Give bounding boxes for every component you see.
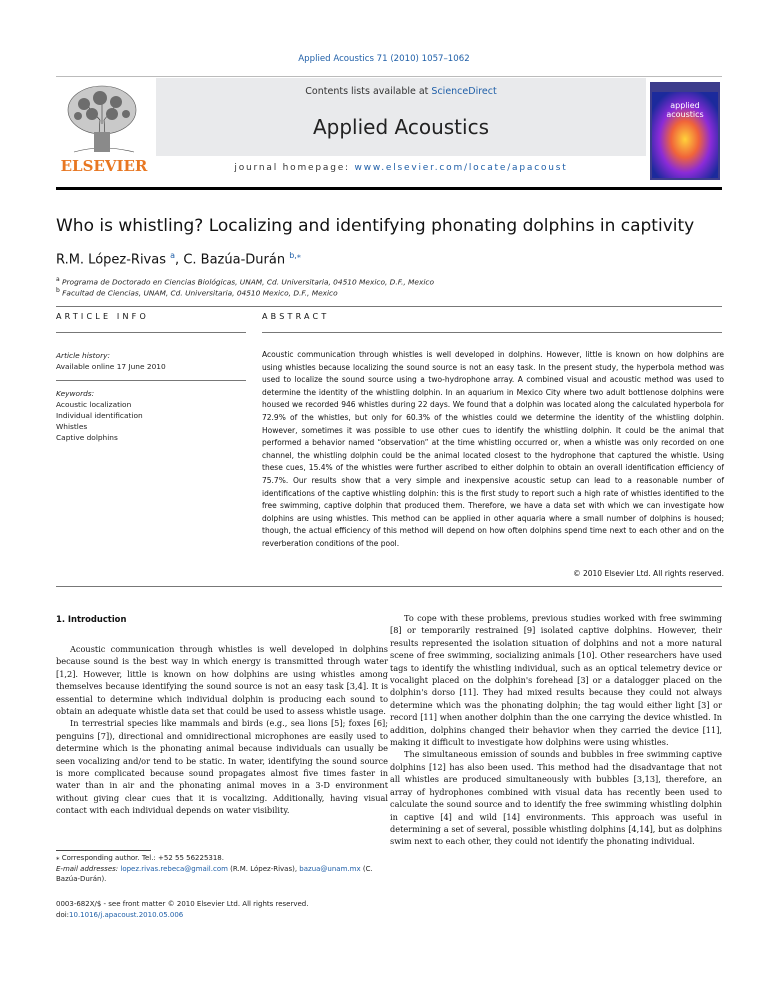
body-column-left: [56, 643, 388, 817]
contents-prefix: Contents lists available at: [305, 86, 432, 97]
journal-homepage-line: [156, 163, 646, 173]
abstract-heading: ABSTRACT: [262, 312, 330, 321]
keyword-item: Acoustic localization: [56, 400, 132, 409]
author-list: [56, 251, 301, 267]
affiliation-text: Programa de Doctorado en Ciencias Biológicas, UNAM, Cd. Universitaria, 04510 Mexico, D.F., Mexico: [62, 277, 434, 287]
footnote-corresponding: Corresponding author. Tel.: +52 55 56225318.: [59, 854, 224, 862]
history-label: Article history:: [56, 351, 110, 360]
corresponding-author-footnote: [56, 853, 386, 885]
journal-title: Applied Acoustics: [312, 115, 489, 139]
email-link[interactable]: lopez.rivas.rebeca@gmail.com: [120, 864, 228, 873]
keyword-item: Captive dolphins: [56, 433, 118, 442]
journal-reference[interactable]: Applied Acoustics 71 (2010) 1057–1062: [298, 54, 470, 64]
keywords-label: Keywords:: [56, 389, 95, 398]
footnote-rule: [56, 850, 151, 851]
cover-word-applied: applied: [670, 101, 700, 110]
abstract-rule: [262, 332, 722, 333]
author-name: C. Bazúa-Durán: [183, 252, 286, 268]
body-paragraph: The simultaneous emission of sounds and bubbles in free swimming captive dolphins [12] has also been used. This method had the disadvantage that not all whistles are produced simultaneously with bubbles [3,13], therefore, an array of hydrophones combined with visual data has recently been used to calculate the sound source and to identify the free swimming whistling dolphin in captive [4] and wild [14] environments. This approach was useful in determining a set of several, possible whistling dolphins [4,14], but as dolphins swim next to each other, they could not identify the phonating individual.: [390, 749, 722, 847]
homepage-link[interactable]: www.elsevier.com/locate/apacoust: [354, 163, 568, 173]
contents-available-line: [156, 86, 646, 97]
keyword-item: Individual identification: [56, 411, 143, 420]
email-label: E-mail addresses:: [56, 864, 121, 873]
header-top-rule: [56, 76, 722, 77]
keyword-item: Whistles: [56, 422, 88, 431]
affiliations-rule: [56, 306, 722, 307]
issn-doi-block: [56, 899, 308, 920]
copyright-notice: © 2010 Elsevier Ltd. All rights reserved.: [573, 569, 724, 578]
footnote-mark: ⁎: [56, 854, 60, 862]
article-info-heading: ARTICLE INFO: [56, 312, 149, 321]
elsevier-tree-logo: [54, 80, 154, 176]
homepage-prefix: journal homepage:: [234, 163, 355, 173]
body-paragraph: In terrestrial species like mammals and birds (e.g., sea lions [5]; foxes [6]; penguins [7]), directional and omnidirectional microphones are easily used to determine which is the phonating animal because individuals can usually be seen vocalizing and/or tend to be static. In water, identifying the sound source is more complicated because sound propagates almost five times faster in water than in air and the phonating animal moves in a 3-D environment without giving clear cues that it is vocalizing. Additionally, having visual contact with each individual depends on water visibility.: [56, 718, 388, 816]
article-info-rule: [56, 332, 246, 333]
author-affiliation-mark[interactable]: b,⁎: [289, 251, 301, 260]
journal-cover-image: [650, 82, 720, 180]
email-link[interactable]: bazua@unam.mx: [299, 864, 361, 873]
body-paragraph: To cope with these problems, previous studies worked with free swimming [8] or temporarily restrained [9] isolated captive dolphins. However, their results represented the isolation situation of dolphins and not a more natural scene of free swimming, socializing animals [10]. Other researchers have used tags to identify the whistling individual, such as an optical telemetry device or vocalight placed on the dolphin's forehead [3] or a datalogger placed on the dolphin's dorso [11]. They had mixed results because they could not always determine which was the phonating dolphin; the tag would either light [3] or record [11] when another dolphin than the one carrying the device whistled. In addition, dolphins changed their behavior when they carried the device [11], making it difficult to investigate how dolphins were using whistles.: [390, 613, 722, 748]
body-column-right: [390, 612, 722, 848]
doi-prefix: doi:: [56, 910, 70, 919]
issn-line: 0003-682X/$ - see front matter © 2010 Elsevier Ltd. All rights reserved.: [56, 900, 309, 908]
abstract-bottom-rule: [56, 586, 722, 587]
history-value: Available online 17 June 2010: [56, 362, 166, 371]
section-heading-introduction: 1. Introduction: [56, 614, 127, 624]
affiliation-text: Facultad de Ciencias, UNAM, Cd. Universitaria, 04510 Mexico, D.F., Mexico: [62, 288, 338, 298]
elsevier-wordmark: ELSEVIER: [60, 157, 148, 175]
author-name: R.M. López-Rivas: [56, 252, 166, 268]
body-paragraph: Acoustic communication through whistles is well developed in dolphins because sound is the best way in which energy is transmitted through water [1,2]. However, little is known on how dolphins are using whistles among themselves because identifying the sound source is not an easy task [3,4]. It is essential to determine which individual dolphin is producing each sound to obtain an adequate whistle data set that could be used to assess whistle usage.: [56, 644, 388, 717]
author-affiliation-mark[interactable]: a: [170, 251, 176, 260]
affiliation-mark: a: [56, 276, 60, 283]
abstract-text: Acoustic communication through whistles is well developed in dolphins. However, little is known on how dolphins are using whistles because localizing the sound source is not an easy task. In the present study, the hyperbola method was used to localize the sound source using a two-hydrophone array. A combined visual and acoustic method was used to determine the identity of the whistling dolphin. In an aquarium in Mexico City where two adult bottlenose dolphins were housed we recorded 946 whistles during 22 days. We found that a dolphin was located along the calculated hyperbola for 72.9% of the whistles, but only for 60.3% of the whistles could we determine the identity of the whistling dolphin. However, sometimes it was possible to use other cues to identify the whistling dolphin. It could be the animal that performed a behavior named “observation” at the time whistling occurred or, when a whistle was only recorded on one channel, the whistling dolphin could be the animal located closest to the hydrophone that captured the whistle. Using these cues, 15.4% of the whistles were further ascribed to either dolphin to obtain an overall identification efficiency of 75.7%. Our results show that a very simple and inexpensive acoustic setup can lead to a reasonable number of identifications of the captive whistling dolphin: this is the first study to report such a high rate of whistles identified to the free swimming, captive dolphin that produced them. Therefore, we have a data set with which we can investigate how dolphins are using whistles. This method can be applied in other aquaria where a small number of dolphins is housed; though, the actual efficiency of this method will depend on how often dolphins spend time next to each other and on the reverberation conditions of the pool.: [262, 350, 724, 548]
affiliation-mark: b: [56, 287, 60, 294]
email-owner: (R.M. López-Rivas),: [227, 864, 300, 873]
email-owner: (C. Bazúa-Durán).: [56, 864, 373, 883]
author-separator: ,: [175, 252, 184, 268]
affiliation-a: [56, 276, 434, 286]
sciencedirect-link[interactable]: ScienceDirect: [431, 86, 497, 97]
header-bottom-rule: [56, 187, 722, 190]
doi-link[interactable]: 10.1016/j.apacoust.2010.05.006: [69, 910, 184, 919]
article-title: Who is whistling? Localizing and identifying phonating dolphins in captivity: [56, 216, 695, 236]
history-rule: [56, 380, 246, 381]
cover-word-acoustics: acoustics: [666, 110, 704, 119]
affiliation-b: [56, 287, 338, 297]
